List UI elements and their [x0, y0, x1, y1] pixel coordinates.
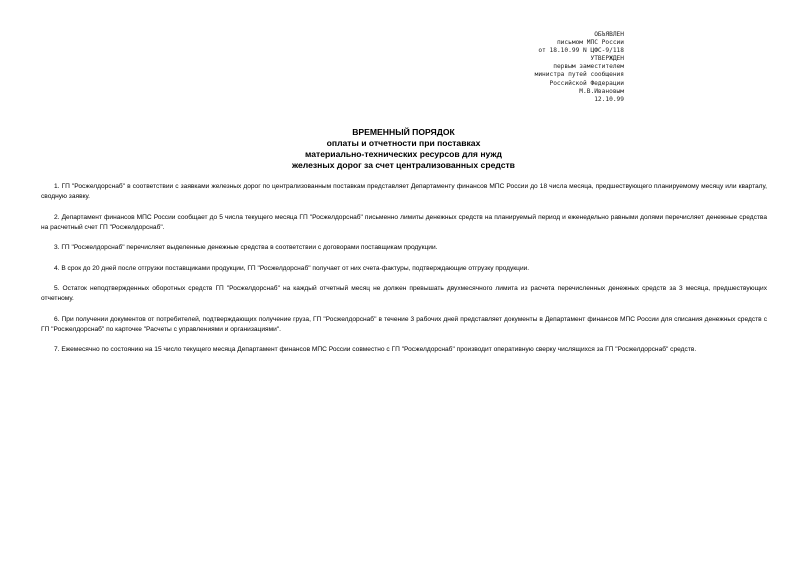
approval-line: УТВЕРЖДЕН [590, 55, 624, 63]
approval-line: от 18.10.99 N ЦФС-9/118 [538, 47, 624, 55]
document-body [41, 182, 767, 366]
approval-line: Российской Федерации [549, 79, 624, 87]
title-line: железных дорог за счет централизованных средств [292, 160, 515, 170]
document-title [0, 127, 807, 171]
paragraph-2: 2. Департамент финансов МПС России сообщает до 5 числа текущего месяца ГП "Росжелдорснаб" письменно лимиты денежных средств на планируемый период и еженедельно равными долями перечисляет денежные средства на расчетный счет ГП "Росжелдорснаб". [41, 213, 767, 231]
approval-line: письмом МПС России [556, 39, 624, 47]
paragraph-7: 7. Ежемесячно по состоянию на 15 число текущего месяца Департамент финансов МПС России совместно с ГП "Росжелдорснаб" производит оперативную сверку числящихся за ГП "Росжелдорснаб" средств. [54, 346, 697, 354]
approval-stamp [500, 31, 624, 104]
approval-line: министра путей сообщения [534, 71, 624, 79]
approval-line: М.В.Ивановым [579, 87, 624, 95]
paragraph-5: 5. Остаток неподтвержденных оборотных средств ГП "Росжелдорснаб" на каждый отчетный месяц не должен превышать двухмесячного лимита из расчета перечисленных денежных средств за 3 месяца, предшествующих отчетному. [41, 284, 767, 303]
paragraph-4: 4. В срок до 20 дней после отгрузки поставщиками продукции, ГП "Росжелдорснаб" получает от них счета-фактуры, подтверждающие отгрузку продукции. [54, 264, 530, 272]
paragraph-6: 6. При получении документов от потребителей, подтверждающих получение груза, ГП "Росжелдорснаб" в течение 3 рабочих дней представляет документы в Департамент финансов МПС России для списания денежных средств с ГП "Росжелдорснаб" по карточке "Расчеты с управлениями и организациями". [41, 315, 767, 333]
approval-line: первым заместителем [553, 63, 624, 71]
title-line: оплаты и отчетности при поставках [326, 138, 481, 148]
paragraph-1: 1. ГП "Росжелдорснаб" в соответствии с заявками железных дорог по централизованным поставкам представляет Департаменту финансов МПС России до 18 числа месяца, предшествующего планируемому месяцу или кварталу, сводную заявку. [41, 183, 767, 201]
approval-line: 12.10.99 [594, 95, 624, 103]
title-line: материально-технических ресурсов для нужд [305, 149, 502, 159]
paragraph-3: 3. ГП "Росжелдорснаб" перечисляет выделенные денежные средства в соответствии с договорами поставщикам продукции. [54, 244, 438, 252]
approval-line: ОБЪЯВЛЕН [594, 31, 624, 38]
title-line: ВРЕМЕННЫЙ ПОРЯДОК [352, 127, 455, 137]
